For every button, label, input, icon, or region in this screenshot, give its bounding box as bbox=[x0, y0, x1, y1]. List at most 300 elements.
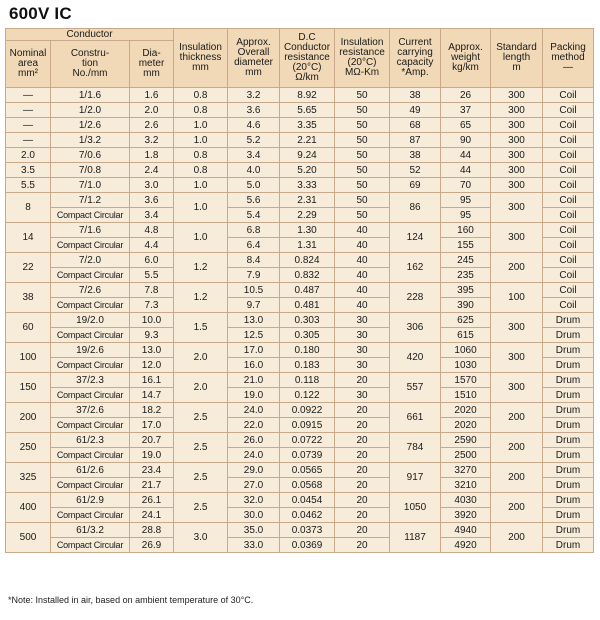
cell-packing-method: Coil bbox=[543, 253, 594, 268]
cell-construction: 7/0.6 bbox=[51, 148, 130, 163]
cell-packing-method: Coil bbox=[543, 133, 594, 148]
cell-insulation-thickness: 1.0 bbox=[174, 223, 228, 253]
cell-diameter: 9.3 bbox=[130, 328, 174, 343]
cell-insulation-resistance: 30 bbox=[335, 343, 390, 358]
cell-weight: 2020 bbox=[441, 418, 491, 433]
cell-construction: Compact Circular bbox=[51, 208, 130, 223]
cell-current-capacity: 124 bbox=[390, 223, 441, 253]
cell-overall-diameter: 24.0 bbox=[228, 448, 280, 463]
cell-standard-length: 200 bbox=[491, 493, 543, 523]
cell-current-capacity: 162 bbox=[390, 253, 441, 283]
cell-standard-length: 300 bbox=[491, 223, 543, 253]
cell-weight: 65 bbox=[441, 118, 491, 133]
cell-standard-length: 200 bbox=[491, 523, 543, 553]
cell-insulation-resistance: 30 bbox=[335, 388, 390, 403]
header-line: Insulation bbox=[340, 37, 384, 48]
cell-diameter: 2.4 bbox=[130, 163, 174, 178]
cell-current-capacity: 38 bbox=[390, 148, 441, 163]
cell-overall-diameter: 6.4 bbox=[228, 238, 280, 253]
header-standard-length bbox=[491, 29, 543, 88]
cell-insulation-resistance: 20 bbox=[335, 508, 390, 523]
table-row bbox=[6, 223, 594, 238]
cell-dc-resistance: 0.0922 bbox=[280, 403, 335, 418]
cell-construction: 61/3.2 bbox=[51, 523, 130, 538]
cell-packing-method: Drum bbox=[543, 328, 594, 343]
cell-weight: 70 bbox=[441, 178, 491, 193]
cell-insulation-resistance: 30 bbox=[335, 358, 390, 373]
cell-insulation-resistance: 20 bbox=[335, 478, 390, 493]
header-line: method bbox=[551, 52, 585, 63]
cell-insulation-resistance: 50 bbox=[335, 118, 390, 133]
cell-insulation-resistance: 30 bbox=[335, 313, 390, 328]
cell-insulation-resistance: 50 bbox=[335, 178, 390, 193]
cell-packing-method: Drum bbox=[543, 538, 594, 553]
cell-nominal-area: 38 bbox=[6, 283, 51, 313]
cell-insulation-thickness: 0.8 bbox=[174, 148, 228, 163]
cell-construction: 7/2.0 bbox=[51, 253, 130, 268]
header-line: capacity bbox=[396, 57, 434, 68]
cell-overall-diameter: 3.2 bbox=[228, 88, 280, 103]
footnote: *Note: Installed in air, based on ambient temperature of 30°C. bbox=[8, 595, 254, 605]
cell-construction: 7/1.6 bbox=[51, 223, 130, 238]
cell-diameter: 26.1 bbox=[130, 493, 174, 508]
table-row bbox=[6, 88, 594, 103]
cell-dc-resistance: 9.24 bbox=[280, 148, 335, 163]
cell-current-capacity: 69 bbox=[390, 178, 441, 193]
cell-packing-method: Drum bbox=[543, 343, 594, 358]
cell-packing-method: Coil bbox=[543, 103, 594, 118]
cell-standard-length: 300 bbox=[491, 343, 543, 373]
cell-weight: 2590 bbox=[441, 433, 491, 448]
cell-overall-diameter: 21.0 bbox=[228, 373, 280, 388]
cell-weight: 235 bbox=[441, 268, 491, 283]
cell-weight: 4030 bbox=[441, 493, 491, 508]
cell-insulation-thickness: 2.5 bbox=[174, 493, 228, 523]
cell-insulation-thickness: 1.0 bbox=[174, 178, 228, 193]
cell-construction: Compact Circular bbox=[51, 478, 130, 493]
cell-insulation-thickness: 2.5 bbox=[174, 403, 228, 433]
header-insulation-resistance bbox=[335, 29, 390, 88]
cell-standard-length: 200 bbox=[491, 253, 543, 283]
table-row bbox=[6, 523, 594, 538]
cell-packing-method: Coil bbox=[543, 88, 594, 103]
cell-standard-length: 300 bbox=[491, 88, 543, 103]
cell-dc-resistance: 0.0565 bbox=[280, 463, 335, 478]
cell-insulation-thickness: 0.8 bbox=[174, 163, 228, 178]
cell-insulation-resistance: 50 bbox=[335, 133, 390, 148]
cell-weight: 390 bbox=[441, 298, 491, 313]
table-row bbox=[6, 373, 594, 388]
header-line: Overall bbox=[237, 47, 270, 58]
cell-packing-method: Coil bbox=[543, 148, 594, 163]
cell-overall-diameter: 26.0 bbox=[228, 433, 280, 448]
cell-nominal-area: 250 bbox=[6, 433, 51, 463]
table-row bbox=[6, 193, 594, 208]
header-weight bbox=[441, 29, 491, 88]
cell-diameter: 3.0 bbox=[130, 178, 174, 193]
cell-weight: 395 bbox=[441, 283, 491, 298]
table-body bbox=[6, 88, 594, 553]
header-line: Standard bbox=[496, 42, 537, 53]
cell-insulation-thickness: 0.8 bbox=[174, 88, 228, 103]
cell-current-capacity: 420 bbox=[390, 343, 441, 373]
table-row bbox=[6, 403, 594, 418]
header-diameter bbox=[130, 41, 174, 88]
cell-construction: Compact Circular bbox=[51, 508, 130, 523]
cell-overall-diameter: 17.0 bbox=[228, 343, 280, 358]
cell-construction: 7/0.8 bbox=[51, 163, 130, 178]
cell-construction: Compact Circular bbox=[51, 238, 130, 253]
cell-overall-diameter: 4.0 bbox=[228, 163, 280, 178]
cell-dc-resistance: 0.487 bbox=[280, 283, 335, 298]
cell-weight: 1060 bbox=[441, 343, 491, 358]
cell-nominal-area: — bbox=[6, 88, 51, 103]
cell-diameter: 24.1 bbox=[130, 508, 174, 523]
cell-dc-resistance: 1.30 bbox=[280, 223, 335, 238]
cell-dc-resistance: 0.0454 bbox=[280, 493, 335, 508]
header-line: weight bbox=[451, 52, 480, 63]
cell-packing-method: Coil bbox=[543, 223, 594, 238]
cell-nominal-area: 200 bbox=[6, 403, 51, 433]
cell-diameter: 19.0 bbox=[130, 448, 174, 463]
cell-overall-diameter: 7.9 bbox=[228, 268, 280, 283]
header-line: thickness bbox=[179, 52, 222, 63]
header-line: resistance bbox=[284, 52, 330, 63]
cell-insulation-resistance: 20 bbox=[335, 523, 390, 538]
cell-overall-diameter: 16.0 bbox=[228, 358, 280, 373]
cell-insulation-resistance: 40 bbox=[335, 268, 390, 283]
cell-construction: 7/1.2 bbox=[51, 193, 130, 208]
table-row bbox=[6, 493, 594, 508]
cell-packing-method: Coil bbox=[543, 268, 594, 283]
cell-packing-method: Drum bbox=[543, 448, 594, 463]
cell-insulation-resistance: 50 bbox=[335, 193, 390, 208]
cell-construction: 19/2.6 bbox=[51, 343, 130, 358]
cell-overall-diameter: 4.6 bbox=[228, 118, 280, 133]
cell-diameter: 1.6 bbox=[130, 88, 174, 103]
header-line: kg/km bbox=[452, 62, 479, 73]
cell-insulation-resistance: 50 bbox=[335, 148, 390, 163]
cell-nominal-area: 60 bbox=[6, 313, 51, 343]
header-line: mm bbox=[245, 67, 262, 78]
cell-standard-length: 300 bbox=[491, 373, 543, 403]
cell-weight: 2500 bbox=[441, 448, 491, 463]
cell-insulation-thickness: 3.0 bbox=[174, 523, 228, 553]
cell-standard-length: 300 bbox=[491, 118, 543, 133]
cell-packing-method: Coil bbox=[543, 118, 594, 133]
cell-construction: 7/1.0 bbox=[51, 178, 130, 193]
header-line: (20°C) bbox=[347, 57, 377, 68]
table-row bbox=[6, 133, 594, 148]
cell-diameter: 21.7 bbox=[130, 478, 174, 493]
cell-standard-length: 300 bbox=[491, 163, 543, 178]
header-line: *Amp. bbox=[401, 67, 429, 78]
cell-insulation-thickness: 0.8 bbox=[174, 103, 228, 118]
cell-weight: 4920 bbox=[441, 538, 491, 553]
cell-insulation-resistance: 20 bbox=[335, 433, 390, 448]
cell-nominal-area: 5.5 bbox=[6, 178, 51, 193]
cell-overall-diameter: 9.7 bbox=[228, 298, 280, 313]
cell-weight: 4940 bbox=[441, 523, 491, 538]
cell-packing-method: Coil bbox=[543, 178, 594, 193]
cell-current-capacity: 1187 bbox=[390, 523, 441, 553]
cell-insulation-resistance: 20 bbox=[335, 403, 390, 418]
header-line: tion bbox=[81, 58, 99, 69]
cell-diameter: 1.8 bbox=[130, 148, 174, 163]
cell-insulation-resistance: 40 bbox=[335, 223, 390, 238]
cell-construction: 1/2.6 bbox=[51, 118, 130, 133]
table-row bbox=[6, 103, 594, 118]
cell-packing-method: Coil bbox=[543, 298, 594, 313]
cell-dc-resistance: 0.0568 bbox=[280, 478, 335, 493]
cell-dc-resistance: 0.0739 bbox=[280, 448, 335, 463]
cell-dc-resistance: 0.832 bbox=[280, 268, 335, 283]
cell-construction: 37/2.3 bbox=[51, 373, 130, 388]
cell-current-capacity: 86 bbox=[390, 193, 441, 223]
cell-insulation-resistance: 20 bbox=[335, 463, 390, 478]
cell-overall-diameter: 35.0 bbox=[228, 523, 280, 538]
cell-standard-length: 300 bbox=[491, 313, 543, 343]
cell-overall-diameter: 5.6 bbox=[228, 193, 280, 208]
cell-overall-diameter: 29.0 bbox=[228, 463, 280, 478]
cell-packing-method: Coil bbox=[543, 238, 594, 253]
cell-diameter: 10.0 bbox=[130, 313, 174, 328]
cell-weight: 155 bbox=[441, 238, 491, 253]
header-line: Approx. bbox=[448, 42, 483, 53]
cell-diameter: 3.2 bbox=[130, 133, 174, 148]
cell-weight: 1570 bbox=[441, 373, 491, 388]
cell-construction: 61/2.3 bbox=[51, 433, 130, 448]
cell-weight: 3920 bbox=[441, 508, 491, 523]
cell-overall-diameter: 5.0 bbox=[228, 178, 280, 193]
cell-dc-resistance: 3.35 bbox=[280, 118, 335, 133]
cell-insulation-resistance: 50 bbox=[335, 208, 390, 223]
header-line: mm² bbox=[18, 68, 38, 79]
cell-packing-method: Drum bbox=[543, 523, 594, 538]
cell-packing-method: Drum bbox=[543, 373, 594, 388]
header-line: Packing bbox=[550, 42, 586, 53]
cell-weight: 3270 bbox=[441, 463, 491, 478]
cell-insulation-resistance: 50 bbox=[335, 163, 390, 178]
cell-diameter: 17.0 bbox=[130, 418, 174, 433]
cell-packing-method: Drum bbox=[543, 433, 594, 448]
cell-insulation-resistance: 20 bbox=[335, 418, 390, 433]
cell-standard-length: 200 bbox=[491, 433, 543, 463]
cell-standard-length: 300 bbox=[491, 103, 543, 118]
cell-overall-diameter: 27.0 bbox=[228, 478, 280, 493]
header-insulation-thickness bbox=[174, 29, 228, 88]
cell-dc-resistance: 0.303 bbox=[280, 313, 335, 328]
cell-construction: 61/2.9 bbox=[51, 493, 130, 508]
table-row bbox=[6, 148, 594, 163]
cell-nominal-area: — bbox=[6, 103, 51, 118]
cell-diameter: 12.0 bbox=[130, 358, 174, 373]
cell-weight: 95 bbox=[441, 208, 491, 223]
cell-dc-resistance: 0.122 bbox=[280, 388, 335, 403]
cell-insulation-resistance: 40 bbox=[335, 283, 390, 298]
cell-weight: 90 bbox=[441, 133, 491, 148]
cell-dc-resistance: 2.21 bbox=[280, 133, 335, 148]
cell-current-capacity: 49 bbox=[390, 103, 441, 118]
cell-diameter: 18.2 bbox=[130, 403, 174, 418]
header-line: MΩ-Km bbox=[344, 67, 380, 78]
cell-weight: 1510 bbox=[441, 388, 491, 403]
cell-dc-resistance: 0.0369 bbox=[280, 538, 335, 553]
cell-insulation-thickness: 1.2 bbox=[174, 283, 228, 313]
cell-current-capacity: 306 bbox=[390, 313, 441, 343]
table-row bbox=[6, 283, 594, 298]
cell-weight: 37 bbox=[441, 103, 491, 118]
header-conductor: Conductor bbox=[6, 29, 174, 41]
cell-insulation-thickness: 2.5 bbox=[174, 433, 228, 463]
cell-packing-method: Coil bbox=[543, 208, 594, 223]
cell-overall-diameter: 33.0 bbox=[228, 538, 280, 553]
cell-dc-resistance: 0.824 bbox=[280, 253, 335, 268]
cell-overall-diameter: 12.5 bbox=[228, 328, 280, 343]
cell-current-capacity: 52 bbox=[390, 163, 441, 178]
cell-diameter: 5.5 bbox=[130, 268, 174, 283]
cell-packing-method: Drum bbox=[543, 493, 594, 508]
cell-standard-length: 100 bbox=[491, 283, 543, 313]
header-line: Constru- bbox=[70, 48, 110, 59]
cell-packing-method: Drum bbox=[543, 313, 594, 328]
header-line: Nominal bbox=[9, 48, 47, 59]
cell-nominal-area: 100 bbox=[6, 343, 51, 373]
header-overall-diameter bbox=[228, 29, 280, 88]
cell-overall-diameter: 22.0 bbox=[228, 418, 280, 433]
cell-construction: Compact Circular bbox=[51, 538, 130, 553]
cell-overall-diameter: 8.4 bbox=[228, 253, 280, 268]
cell-insulation-resistance: 20 bbox=[335, 538, 390, 553]
cell-construction: Compact Circular bbox=[51, 388, 130, 403]
cell-construction: 61/2.6 bbox=[51, 463, 130, 478]
header-line: meter bbox=[138, 58, 165, 69]
cell-standard-length: 300 bbox=[491, 178, 543, 193]
cell-packing-method: Coil bbox=[543, 283, 594, 298]
cell-insulation-thickness: 2.0 bbox=[174, 343, 228, 373]
cell-diameter: 26.9 bbox=[130, 538, 174, 553]
cell-packing-method: Drum bbox=[543, 418, 594, 433]
cell-overall-diameter: 6.8 bbox=[228, 223, 280, 238]
cell-dc-resistance: 0.0462 bbox=[280, 508, 335, 523]
cell-diameter: 7.8 bbox=[130, 283, 174, 298]
cell-insulation-resistance: 30 bbox=[335, 328, 390, 343]
header-packing-method bbox=[543, 29, 594, 88]
cell-dc-resistance: 5.65 bbox=[280, 103, 335, 118]
header-line: mm bbox=[192, 62, 209, 73]
cell-diameter: 13.0 bbox=[130, 343, 174, 358]
cell-diameter: 3.6 bbox=[130, 193, 174, 208]
cell-insulation-resistance: 50 bbox=[335, 88, 390, 103]
cell-insulation-thickness: 1.0 bbox=[174, 193, 228, 223]
cell-construction: Compact Circular bbox=[51, 358, 130, 373]
table-row bbox=[6, 343, 594, 358]
cell-packing-method: Drum bbox=[543, 388, 594, 403]
cell-weight: 625 bbox=[441, 313, 491, 328]
cell-overall-diameter: 30.0 bbox=[228, 508, 280, 523]
cell-nominal-area: — bbox=[6, 118, 51, 133]
cell-insulation-resistance: 40 bbox=[335, 238, 390, 253]
cell-diameter: 16.1 bbox=[130, 373, 174, 388]
cell-overall-diameter: 32.0 bbox=[228, 493, 280, 508]
cell-overall-diameter: 24.0 bbox=[228, 403, 280, 418]
cell-dc-resistance: 0.0373 bbox=[280, 523, 335, 538]
cell-diameter: 28.8 bbox=[130, 523, 174, 538]
cell-dc-resistance: 8.92 bbox=[280, 88, 335, 103]
cell-dc-resistance: 0.305 bbox=[280, 328, 335, 343]
header-current-capacity bbox=[390, 29, 441, 88]
cell-packing-method: Coil bbox=[543, 163, 594, 178]
table-row bbox=[6, 253, 594, 268]
cell-construction: 1/3.2 bbox=[51, 133, 130, 148]
cell-packing-method: Drum bbox=[543, 463, 594, 478]
cell-packing-method: Drum bbox=[543, 358, 594, 373]
cell-overall-diameter: 5.4 bbox=[228, 208, 280, 223]
cell-nominal-area: 150 bbox=[6, 373, 51, 403]
header-line: Dia- bbox=[142, 48, 161, 59]
cell-overall-diameter: 13.0 bbox=[228, 313, 280, 328]
cell-nominal-area: 22 bbox=[6, 253, 51, 283]
cell-packing-method: Drum bbox=[543, 478, 594, 493]
cell-weight: 3210 bbox=[441, 478, 491, 493]
header-nominal-area bbox=[6, 41, 51, 88]
cell-diameter: 2.0 bbox=[130, 103, 174, 118]
cell-weight: 44 bbox=[441, 148, 491, 163]
cell-diameter: 20.7 bbox=[130, 433, 174, 448]
header-line: Conductor bbox=[283, 42, 331, 53]
table-row bbox=[6, 313, 594, 328]
header-line: resistance bbox=[339, 47, 385, 58]
cell-packing-method: Drum bbox=[543, 508, 594, 523]
cell-diameter: 6.0 bbox=[130, 253, 174, 268]
header-line: mm bbox=[143, 68, 160, 79]
cell-dc-resistance: 0.183 bbox=[280, 358, 335, 373]
cell-diameter: 23.4 bbox=[130, 463, 174, 478]
cell-current-capacity: 661 bbox=[390, 403, 441, 433]
cell-dc-resistance: 0.481 bbox=[280, 298, 335, 313]
header-line: D.C bbox=[298, 32, 316, 43]
cable-spec-table bbox=[5, 28, 594, 553]
cell-nominal-area: 400 bbox=[6, 493, 51, 523]
cell-overall-diameter: 10.5 bbox=[228, 283, 280, 298]
cell-diameter: 14.7 bbox=[130, 388, 174, 403]
cell-nominal-area: 8 bbox=[6, 193, 51, 223]
header-construction bbox=[51, 41, 130, 88]
cell-current-capacity: 917 bbox=[390, 463, 441, 493]
cell-dc-resistance: 2.29 bbox=[280, 208, 335, 223]
cell-insulation-thickness: 1.5 bbox=[174, 313, 228, 343]
cell-overall-diameter: 19.0 bbox=[228, 388, 280, 403]
cell-dc-resistance: 0.180 bbox=[280, 343, 335, 358]
cell-insulation-resistance: 40 bbox=[335, 298, 390, 313]
cell-overall-diameter: 3.6 bbox=[228, 103, 280, 118]
cell-construction: Compact Circular bbox=[51, 268, 130, 283]
cell-standard-length: 300 bbox=[491, 148, 543, 163]
cell-construction: 7/2.6 bbox=[51, 283, 130, 298]
cell-construction: 19/2.0 bbox=[51, 313, 130, 328]
cell-weight: 2020 bbox=[441, 403, 491, 418]
cell-diameter: 2.6 bbox=[130, 118, 174, 133]
cell-diameter: 4.4 bbox=[130, 238, 174, 253]
cell-weight: 44 bbox=[441, 163, 491, 178]
cell-current-capacity: 228 bbox=[390, 283, 441, 313]
cell-construction: 37/2.6 bbox=[51, 403, 130, 418]
cell-nominal-area: 14 bbox=[6, 223, 51, 253]
header-line: Approx. bbox=[236, 37, 271, 48]
header-line: — bbox=[563, 62, 574, 73]
header-line: m bbox=[512, 62, 521, 73]
cell-insulation-thickness: 1.0 bbox=[174, 133, 228, 148]
